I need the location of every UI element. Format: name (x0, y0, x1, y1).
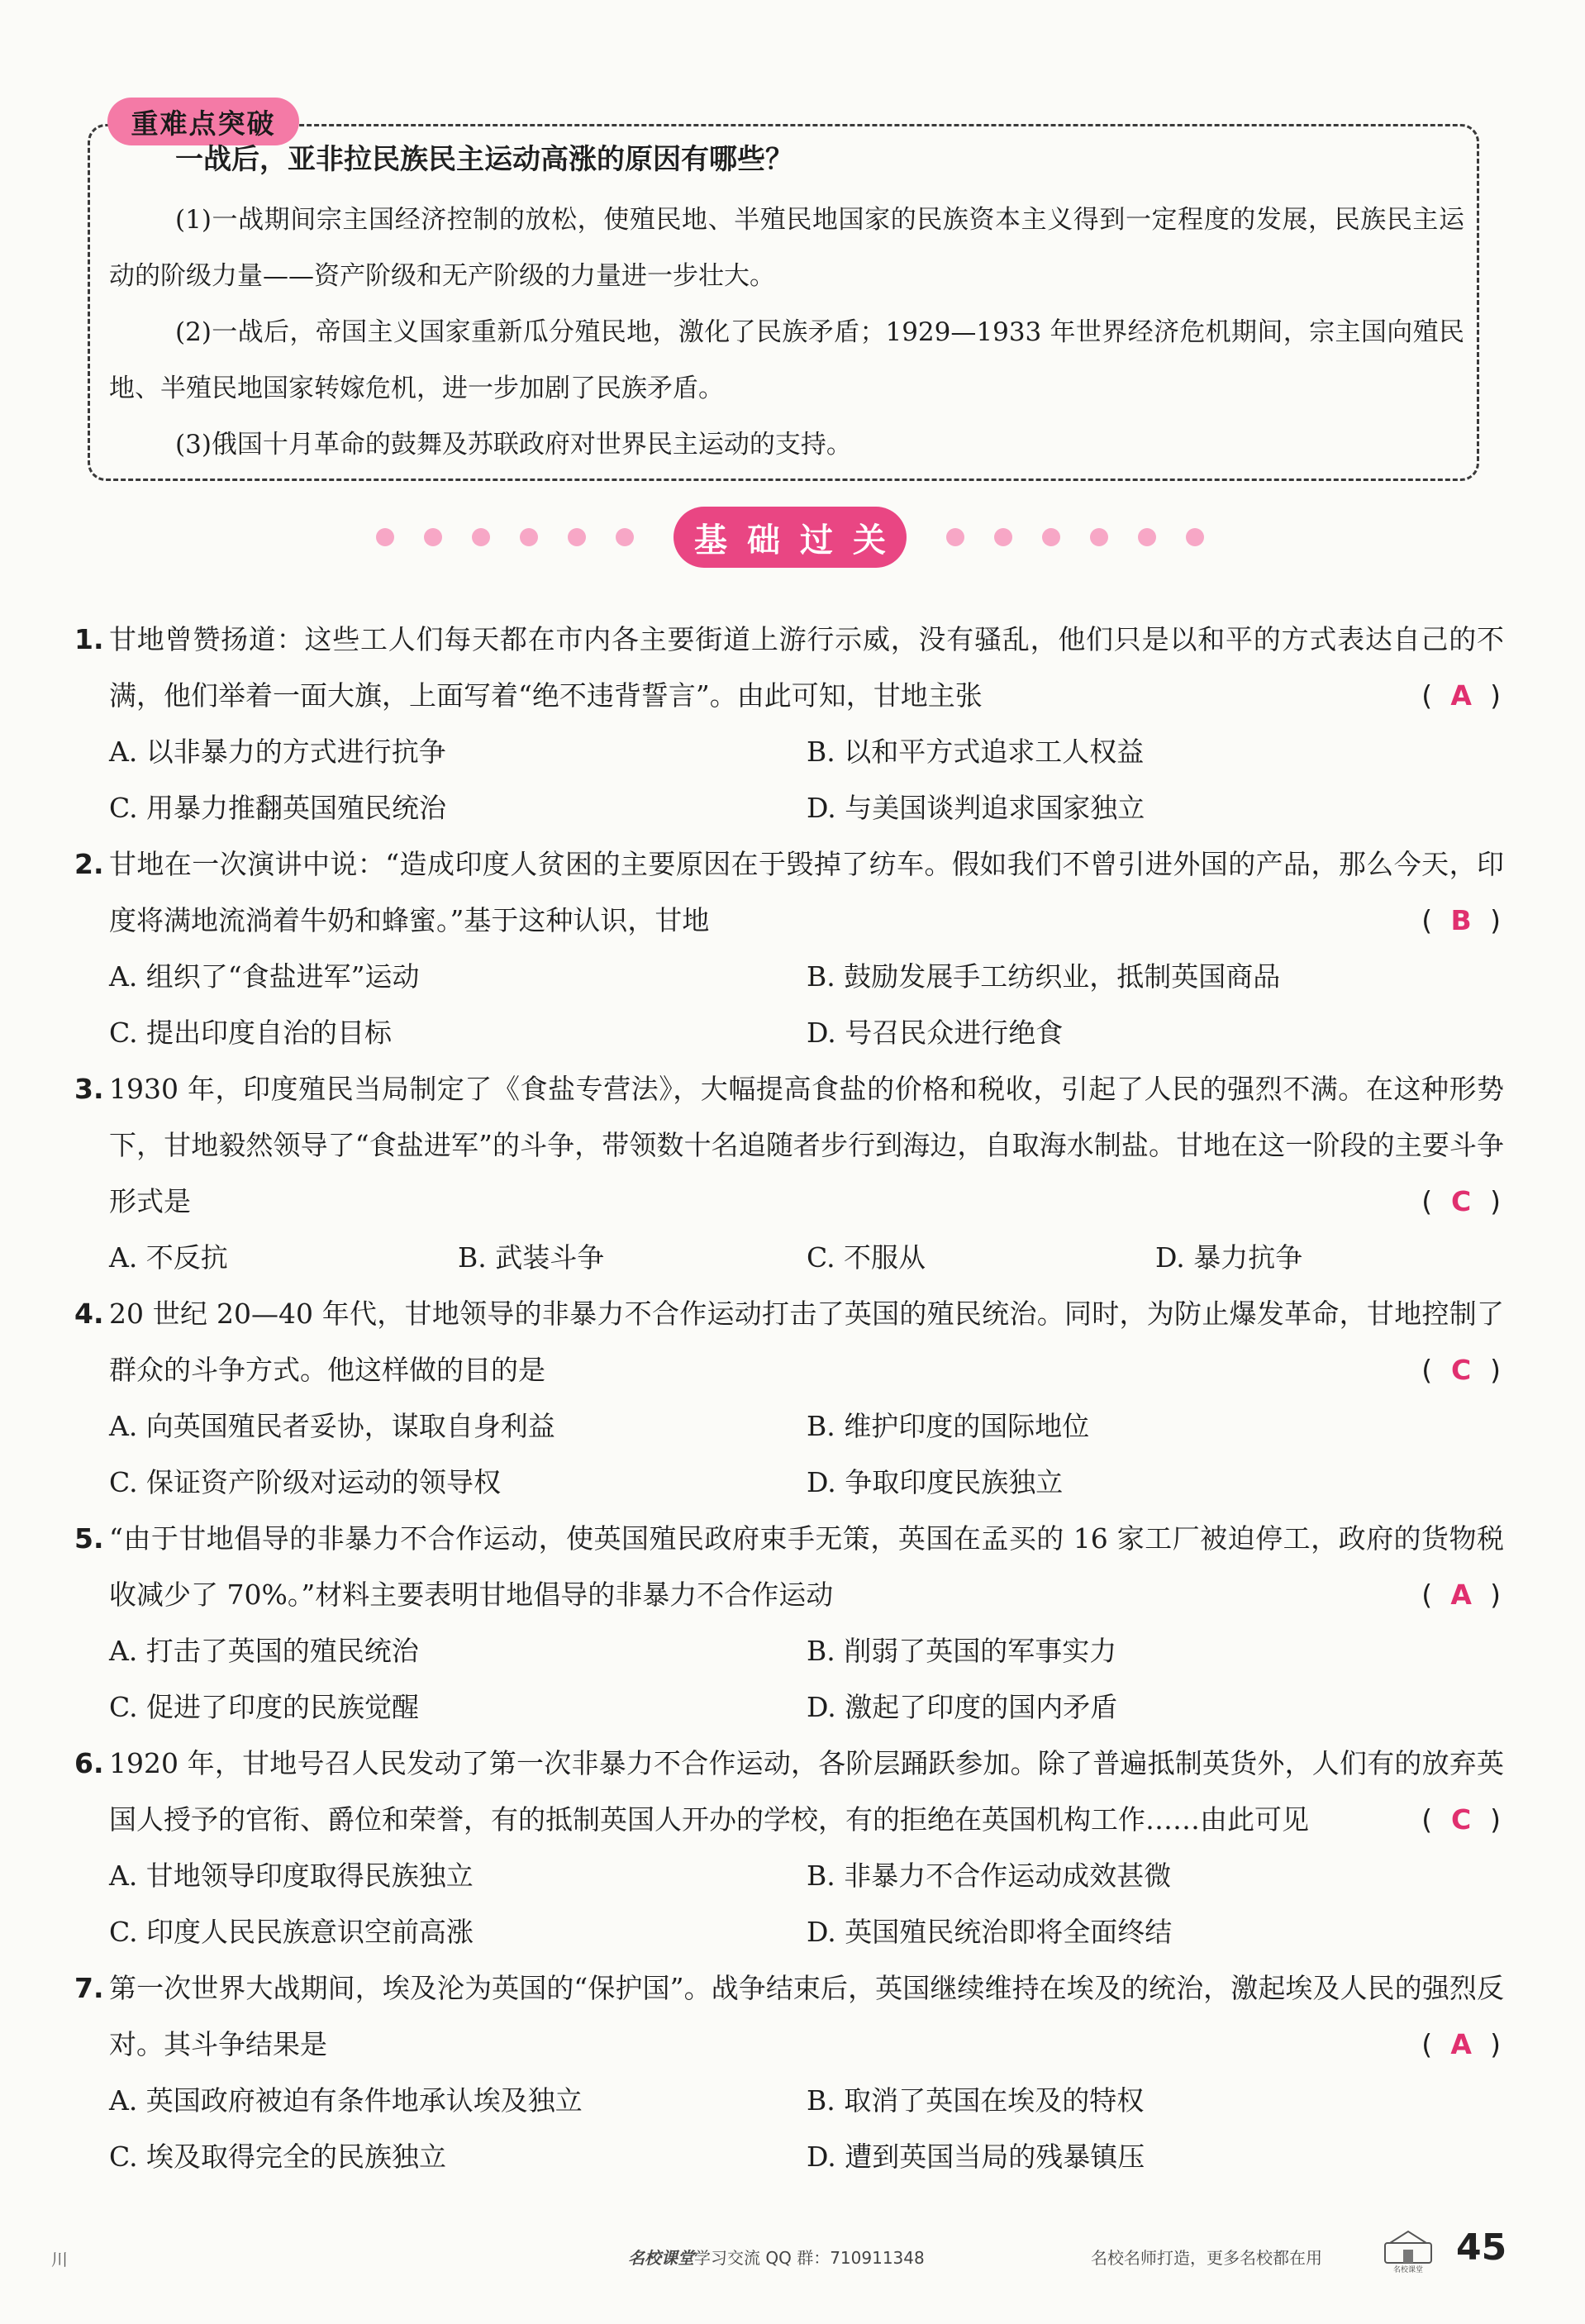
answer-bracket: ( C ) (1421, 1342, 1501, 1398)
question-2 (74, 836, 1504, 1061)
section-title-char: 关 (853, 521, 886, 560)
option: A. 向英国殖民者妥协，谋取自身利益 (109, 1410, 555, 1442)
answer-letter: A (1450, 1579, 1472, 1611)
option: B. 以和平方式追求工人权益 (807, 736, 1145, 768)
option: B. 鼓励发展手工纺织业，抵制英国商品 (807, 960, 1281, 993)
option: C. 用暴力推翻英国殖民统治 (109, 792, 447, 824)
question-text: 1920 年，甘地号召人民发动了第一次非暴力不合作运动，各阶层踊跃参加。除了普遍抵制英货外，人们有的放弃英国人授予的官衔、爵位和荣誉，有的抵制英国人开办的学校，有的拒绝在英国机构工作……由此可见 (109, 1747, 1504, 1836)
question-text: 甘地曾赞扬道：这些工人们每天都在市内各主要街道上游行示威，没有骚乱，他们只是以和平的方式表达自己的不满，他们举着一面大旗，上面写着“绝不违背誓言”。由此可知，甘地主张 (109, 623, 1504, 712)
question-text: 20 世纪 20—40 年代，甘地领导的非暴力不合作运动打击了英国的殖民统治。同时，为防止爆发革命，甘地控制了群众的斗争方式。他这样做的目的是 (109, 1298, 1504, 1386)
page-number: 45 (1456, 2226, 1507, 2269)
option-list (74, 724, 1504, 836)
footer-qq-group (628, 2245, 925, 2269)
question-number: 5. (74, 1522, 104, 1555)
option: A. 甘地领导印度取得民族独立 (109, 1860, 474, 1892)
option-list (74, 1398, 1504, 1511)
option: A. 不反抗 (109, 1241, 228, 1274)
section-header (385, 502, 1195, 572)
answer-letter: A (1450, 2028, 1472, 2060)
question-number: 1. (74, 623, 104, 655)
option: A. 组织了“食盐进军”运动 (109, 960, 420, 993)
option-list (74, 949, 1504, 1061)
option: B. 维护印度的国际地位 (807, 1410, 1090, 1442)
question-text: 1930 年，印度殖民当局制定了《食盐专营法》，大幅提高食盐的价格和税收，引起了人民的强烈不满。在这种形势下，甘地毅然领导了“食盐进军”的斗争，带领数十名追随者步行到海边，自取海水制盐。甘地在这一阶段的主要斗争形式是 (109, 1073, 1504, 1217)
question-3 (74, 1061, 1504, 1286)
option: A. 以非暴力的方式进行抗争 (109, 736, 446, 768)
option: B. 武装斗争 (458, 1241, 605, 1274)
option: D. 号召民众进行绝食 (807, 1017, 1064, 1049)
answer-letter: C (1451, 1354, 1472, 1386)
option: D. 与美国谈判追求国家独立 (807, 792, 1145, 824)
answer-bracket: ( A ) (1421, 1567, 1501, 1623)
option-list (74, 1230, 1504, 1286)
answer-letter: B (1450, 904, 1472, 936)
section-title-char: 基 (694, 521, 727, 560)
option: C. 保证资产阶级对运动的领导权 (109, 1466, 502, 1498)
question-stem (74, 1061, 1504, 1230)
section-title (674, 507, 907, 568)
question-number: 6. (74, 1747, 104, 1779)
question-number: 7. (74, 1972, 104, 2004)
answer-bracket: ( B ) (1421, 893, 1501, 949)
option: A. 打击了英国的殖民统治 (109, 1635, 419, 1667)
answer-bracket: ( A ) (1421, 668, 1501, 724)
footer-brand: 名校课堂 (628, 2248, 694, 2268)
question-stem (74, 1736, 1504, 1848)
option: D. 激起了印度的国内矛盾 (807, 1691, 1118, 1723)
option: B. 削弱了英国的军事实力 (807, 1635, 1117, 1667)
section-title-char: 础 (747, 521, 780, 560)
option: C. 不服从 (807, 1241, 926, 1274)
answer-bracket: ( C ) (1421, 1792, 1501, 1848)
option-list (74, 1623, 1504, 1736)
question-stem (74, 1286, 1504, 1398)
decorative-dots-left (376, 528, 634, 546)
question-stem (74, 612, 1504, 724)
question-stem (74, 836, 1504, 949)
question-list (74, 612, 1504, 2185)
question-number: 2. (74, 848, 104, 880)
option: D. 英国殖民统治即将全面终结 (807, 1916, 1173, 1948)
option-list (74, 1848, 1504, 1960)
section-title-char: 过 (800, 521, 833, 560)
question-text: 第一次世界大战期间，埃及沦为英国的“保护国”。战争结束后，英国继续维持在埃及的统治，激起埃及人民的强烈反对。其斗争结果是 (109, 1972, 1504, 2060)
brand-logo-icon (1378, 2228, 1438, 2274)
key-points-content (109, 136, 1464, 473)
answer-bracket: ( A ) (1421, 2017, 1501, 2073)
option: B. 非暴力不合作运动成效甚微 (807, 1860, 1172, 1892)
question-stem (74, 1960, 1504, 2073)
key-point-3: (3)俄国十月革命的鼓舞及苏联政府对世界民主运动的支持。 (175, 430, 852, 460)
option: A. 英国政府被迫有条件地承认埃及独立 (109, 2084, 583, 2117)
key-point-1: (1)一战期间宗主国经济控制的放松，使殖民地、半殖民地国家的民族资本主义得到一定程度的发展，民族民主运动的阶级力量——资产阶级和无产阶级的力量进一步壮大。 (109, 205, 1464, 291)
svg-text:名校课堂: 名校课堂 (1392, 2266, 1424, 2274)
option: B. 取消了英国在埃及的特权 (807, 2084, 1145, 2117)
footer-slogan: 名校名师打造，更多名校都在用 (1091, 2248, 1322, 2268)
option: C. 埃及取得完全的民族独立 (109, 2141, 447, 2173)
answer-letter: C (1451, 1803, 1472, 1836)
decorative-dots-right (946, 528, 1204, 546)
answer-letter: A (1450, 679, 1472, 712)
option: C. 促进了印度的民族觉醒 (109, 1691, 420, 1723)
key-point-2: (2)一战后，帝国主义国家重新瓜分殖民地，激化了民族矛盾；1929—1933 年世界经济危机期间，宗主国向殖民地、半殖民地国家转嫁危机，进一步加剧了民族矛盾。 (109, 317, 1464, 403)
footer-region-mark: 川 (51, 2250, 68, 2269)
answer-letter: C (1451, 1185, 1472, 1217)
option: D. 争取印度民族独立 (807, 1466, 1064, 1498)
question-number: 3. (74, 1073, 104, 1105)
answer-bracket: ( C ) (1421, 1174, 1501, 1230)
question-5 (74, 1511, 1504, 1736)
question-6 (74, 1736, 1504, 1960)
option: D. 暴力抗争 (1155, 1241, 1303, 1274)
page-footer (0, 2226, 1585, 2298)
footer-qq-text: 学习交流 QQ 群：710911348 (694, 2248, 925, 2268)
question-stem (74, 1511, 1504, 1623)
key-points-question: 一战后，亚非拉民族民主运动高涨的原因有哪些？ (175, 143, 793, 176)
question-7 (74, 1960, 1504, 2185)
question-text: 甘地在一次演讲中说：“造成印度人贫困的主要原因在于毁掉了纺车。假如我们不曾引进外国的产品，那么今天，印度将满地流淌着牛奶和蜂蜜。”基于这种认识，甘地 (109, 848, 1504, 936)
option: C. 提出印度自治的目标 (109, 1017, 393, 1049)
question-4 (74, 1286, 1504, 1511)
option: D. 遭到英国当局的残暴镇压 (807, 2141, 1145, 2173)
option-list (74, 2073, 1504, 2185)
question-text: “由于甘地倡导的非暴力不合作运动，使英国殖民政府束手无策，英国在孟买的 16 家工厂被迫停工，政府的货物税收减少了 70%。”材料主要表明甘地倡导的非暴力不合作运动 (109, 1522, 1504, 1611)
question-number: 4. (74, 1298, 104, 1330)
question-1 (74, 612, 1504, 836)
key-points-tag: 重难点突破 (107, 98, 299, 145)
option: C. 印度人民民族意识空前高涨 (109, 1916, 474, 1948)
